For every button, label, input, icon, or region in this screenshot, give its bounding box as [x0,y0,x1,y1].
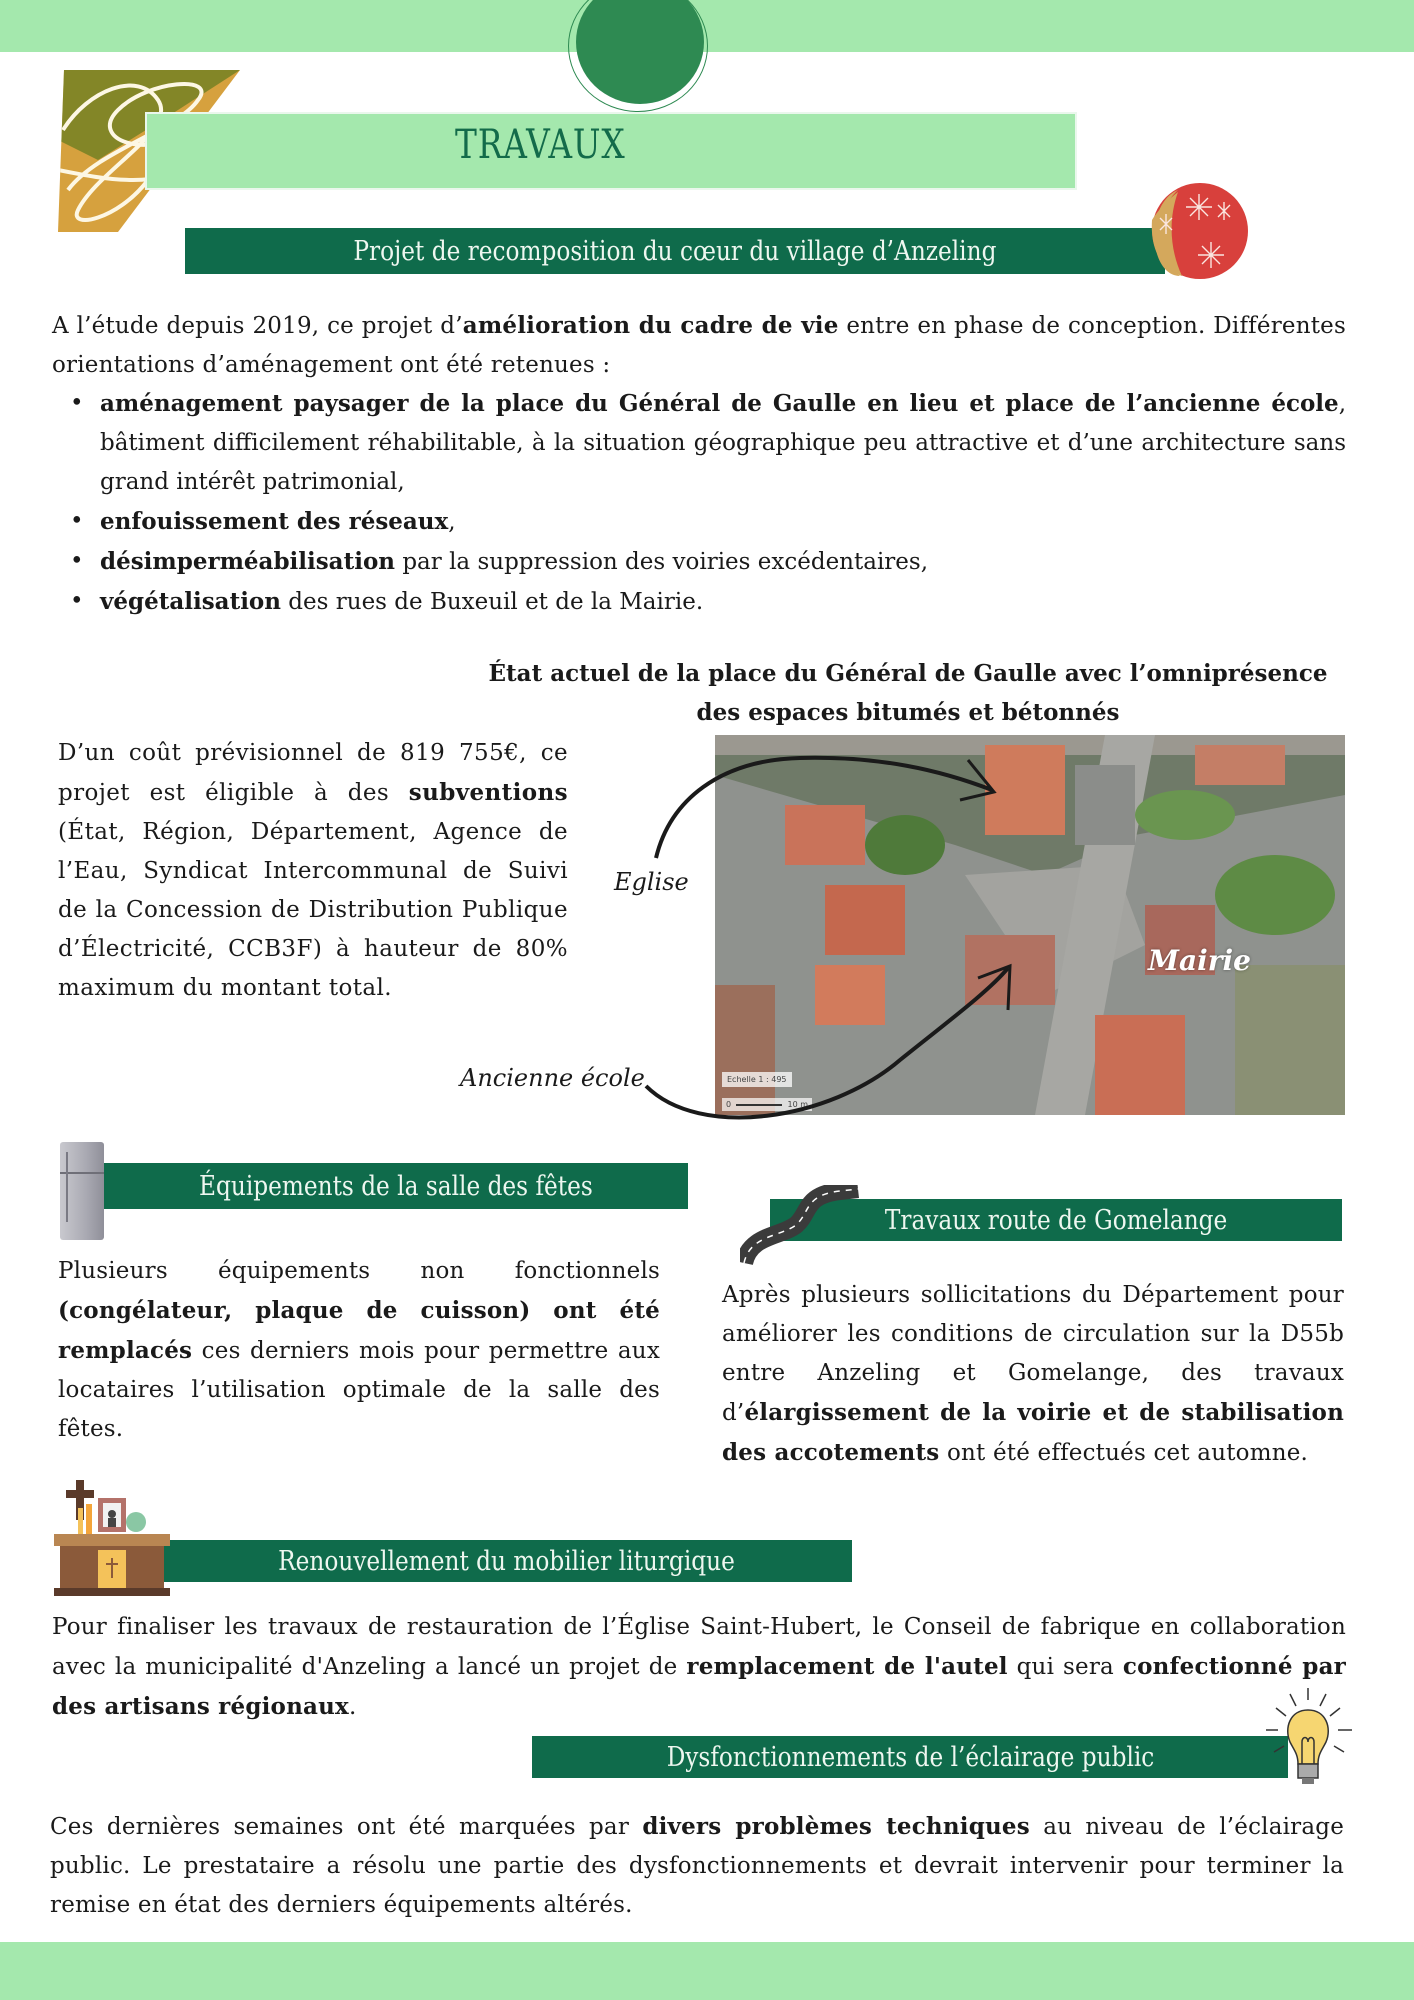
bold-text: (congélateur, plaque de cuisson) ont été remplacés [58,1297,660,1364]
scale-line [736,1104,782,1106]
section-heading-text: Projet de recomposition du cœur du village d’Anzeling [353,235,997,267]
section-heading-equipements [104,1163,688,1209]
map-label-mairie: Mairie [1148,944,1251,977]
section-heading-recomposition [185,228,1165,274]
liturgique-paragraph [52,1608,1346,1727]
intro-paragraph [52,306,1346,385]
text: ces derniers mois pour permettre aux locataires l’utilisation optimale de la salle des fêtes. [58,1338,660,1442]
text: par la suppression des voiries excédentaires, [395,549,929,575]
aerial-photo [715,735,1345,1115]
bold-text: élargissement de la voirie et de stabilisation des accotements [722,1399,1344,1466]
bold-text: amélioration du cadre de vie [462,312,839,339]
text: Après plusieurs sollicitations du Département pour améliorer les conditions de circulation sur la D55b entre Anzeling et Gomelange, des travaux d’ [722,1282,1344,1426]
scale-end: 10 m [787,1100,808,1109]
bottom-band [0,1942,1414,2000]
ornament-ball-icon [1148,180,1250,282]
map-label-eglise: Eglise [614,868,689,896]
map-scale-bar [722,1098,812,1111]
section-heading-text: Renouvellement du mobilier liturgique [277,1545,735,1577]
bold-text: désimperméabilisation [100,548,396,575]
list-item [100,502,1346,542]
bold-text: aménagement paysager de la place du Général de Gaulle en lieu et place de l’ancienne école [100,390,1339,417]
text: A l’étude depuis 2019, ce projet d’ [52,313,463,339]
text: (État, Région, Département, Agence de l’Eau, Syndicat Intercommunal de Suivi de la Concession de Distribution Publique d’Électricité, CCB3F) à hauteur de 80% maximum du montant total. [58,819,568,1001]
text: des rues de Buxeuil et de la Mairie. [281,589,704,615]
aerial-map-drawing [715,735,1345,1115]
text: , bâtiment difficilement réhabilitable, à la situation géographique peu attractive et d’une architecture sans grand intérêt patrimonial, [100,391,1346,495]
text: au niveau de l’éclairage public. Le prestataire a résolu une partie des dysfonctionnements et devrait intervenir pour terminer la remise en état des derniers équipements altérés. [50,1814,1345,1918]
list-item [100,384,1346,502]
text: . [348,1694,357,1720]
equipements-paragraph [58,1252,660,1449]
road-icon [740,1185,860,1265]
bold-text: confectionné par des artisans régionaux [52,1653,1346,1720]
orientations-list [100,384,1346,622]
bold-text: enfouissement des réseaux [100,508,449,535]
text: Ces dernières semaines ont été marquées par [50,1814,643,1840]
page-title: TRAVAUX [455,122,626,168]
section-heading-liturgique [160,1540,852,1582]
section-heading-text: Dysfonctionnements de l’éclairage public [666,1741,1154,1773]
altar-icon [52,1478,172,1598]
text: , [448,509,456,535]
bold-text: subventions [408,779,568,806]
text: Plusieurs équipements non fonctionnels [58,1258,660,1284]
bold-text: divers problèmes techniques [642,1813,1030,1840]
fridge-icon [60,1142,104,1240]
section-heading-text: Travaux route de Gomelange [884,1204,1228,1236]
list-item [100,582,1346,622]
text: qui sera [1007,1654,1123,1680]
map-label-ancienne-ecole: Ancienne école [460,1064,645,1092]
photo-caption: État actuel de la place du Général de Gaulle avec l’omniprésence des espaces bitumés et bétonnés [488,660,1328,726]
section-heading-text: Équipements de la salle des fêtes [199,1170,593,1202]
bold-text: remplacement de l'autel [686,1653,1008,1680]
list-item [100,542,1346,582]
text: ont été effectués cet automne. [939,1440,1309,1466]
scale-start: 0 [726,1100,732,1109]
section-heading-eclairage [532,1736,1288,1778]
lightbulb-icon [1260,1686,1360,1796]
text: D’un coût prévisionnel de 819 755€, ce projet est éligible à des [58,740,568,806]
text: entre en phase de conception. Différentes orientations d’aménagement ont été retenues : [52,313,1346,378]
cost-paragraph [58,734,568,1008]
text: Pour finaliser les travaux de restauration de l’Église Saint-Hubert, le Conseil de fabrique en collaboration avec la municipalité d'Anzeling a lancé un projet de [52,1614,1346,1680]
eclairage-paragraph [50,1807,1344,1925]
map-scale-label: Echelle 1 : 495 [722,1072,792,1087]
gomelange-paragraph [722,1276,1344,1473]
bold-text: végétalisation [100,588,281,615]
